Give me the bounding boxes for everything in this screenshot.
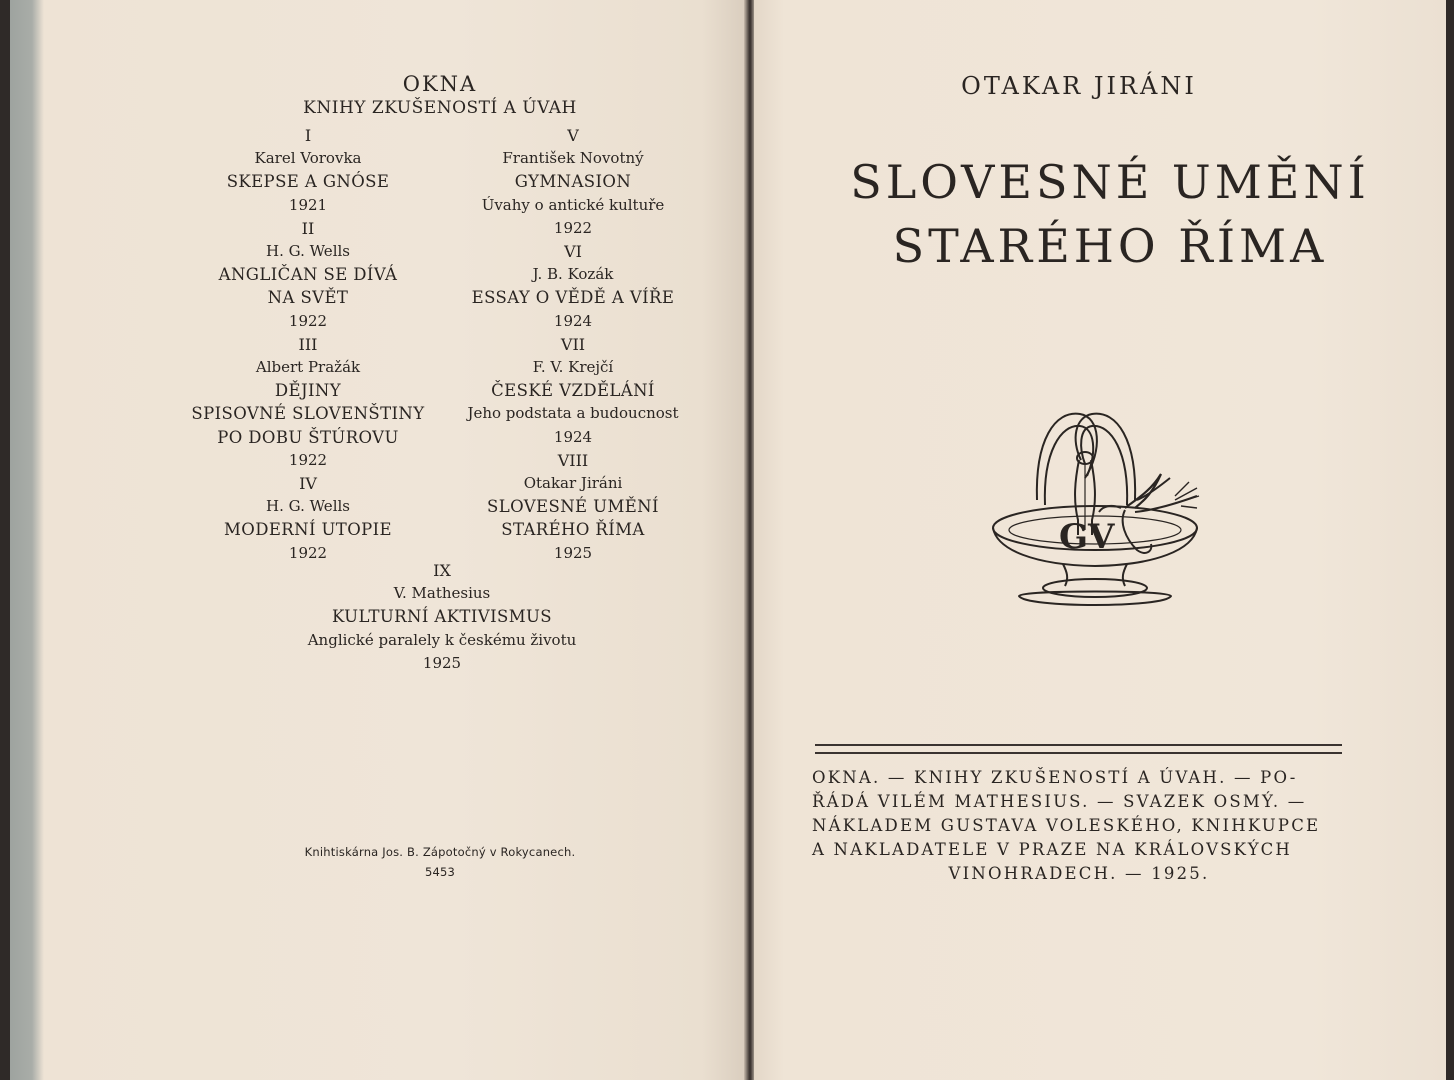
- entry-subtitle: Anglické paralely k českému životu: [307, 630, 577, 649]
- entry-number: VII: [560, 334, 586, 354]
- entry-title-line: SPISOVNÉ SLOVENŠTINY: [191, 404, 425, 424]
- series-entry-vi: [430, 240, 716, 333]
- series-entry-iv: [180, 472, 436, 565]
- series-entry-vii: [430, 333, 716, 449]
- entry-year: 1924: [553, 427, 593, 446]
- entry-number: II: [301, 218, 315, 238]
- entry-number: III: [298, 334, 318, 354]
- cover-edge-right: [1446, 0, 1454, 1080]
- entry-title-line: KULTURNÍ AKTIVISMUS: [332, 607, 552, 627]
- series-list-left-column: [180, 124, 436, 565]
- book-title-line-2: STARÉHO ŘÍMA: [892, 219, 1328, 273]
- entry-title-line: GYMNASION: [514, 172, 632, 192]
- double-rule-divider: [815, 744, 1342, 754]
- entry-year: 1922: [288, 311, 328, 330]
- entry-year: 1921: [288, 195, 328, 214]
- entry-author: Otakar Jiráni: [523, 474, 623, 493]
- entry-author: Karel Vorovka: [254, 149, 362, 168]
- entry-author: F. V. Krejčí: [532, 358, 614, 377]
- entry-number: VIII: [557, 450, 589, 470]
- book-author: OTAKAR JIRÁNI: [961, 72, 1197, 100]
- entry-number: I: [304, 126, 312, 145]
- entry-subtitle: Jeho podstata a budoucnost: [467, 404, 679, 423]
- entry-year: 1924: [553, 311, 593, 330]
- book-title: [780, 150, 1440, 278]
- entry-number: VI: [564, 242, 582, 262]
- entry-title-line: SLOVESNÉ UMĚNÍ: [487, 497, 659, 517]
- printer-colophon: [240, 842, 640, 882]
- series-entry-ii: [180, 217, 436, 333]
- imprint-line: VINOHRADECH. — 1925.: [948, 864, 1210, 883]
- entry-author: V. Mathesius: [393, 584, 491, 603]
- entry-title-line: NA SVĚT: [267, 288, 349, 308]
- entry-year: 1922: [288, 450, 328, 469]
- publisher-emblem-fountain-icon: [975, 400, 1215, 620]
- imprint-line: ŘÁDÁ VILÉM MATHESIUS. — SVAZEK OSMÝ. —: [812, 792, 1307, 811]
- entry-title-line: SKEPSE A GNÓSE: [226, 172, 390, 192]
- entry-number: V: [567, 126, 579, 145]
- series-entry-iii: [180, 333, 436, 472]
- entry-subtitle: Úvahy o antické kultuře: [481, 195, 665, 214]
- entry-title-line: DĚJINY: [274, 381, 342, 401]
- entry-year: 1925: [553, 543, 593, 562]
- entry-year: 1925: [422, 653, 462, 672]
- printer-line: Knihtiskárna Jos. B. Zápotočný v Rokycanech.: [304, 845, 576, 859]
- entry-author: Albert Pražák: [255, 358, 361, 377]
- entry-author: J. B. Kozák: [532, 265, 614, 284]
- entry-title-line: ANGLIČAN SE DÍVÁ: [218, 265, 398, 285]
- series-subtitle: KNIHY ZKUŠENOSTÍ A ÚVAH: [303, 98, 577, 118]
- entry-author: František Novotný: [502, 149, 644, 168]
- series-entry-v: [430, 124, 716, 240]
- entry-number: IX: [433, 561, 451, 580]
- imprint-line: OKNA. — KNIHY ZKUŠENOSTÍ A ÚVAH. — PO-: [812, 768, 1298, 787]
- entry-number: IV: [299, 474, 317, 494]
- series-entry-ix: [250, 559, 634, 675]
- imprint-line: NÁKLADEM GUSTAVA VOLESKÉHO, KNIHKUPCE: [812, 816, 1321, 835]
- imprint-line: A NAKLADATELE V PRAZE NA KRÁLOVSKÝCH: [812, 840, 1292, 859]
- entry-title-line: PO DOBU ŠTÚROVU: [217, 427, 399, 447]
- emblem-monogram: GV: [1059, 517, 1115, 557]
- series-title: OKNA: [402, 72, 478, 96]
- series-list-right-column: [430, 124, 716, 565]
- entry-year: 1922: [288, 543, 328, 562]
- entry-title-line: ČESKÉ VZDĚLÁNÍ: [491, 381, 655, 401]
- entry-year: 1922: [553, 218, 593, 237]
- entry-title-line: STARÉHO ŘÍMA: [501, 520, 645, 540]
- entry-author: H. G. Wells: [266, 242, 350, 261]
- entry-title-line: MODERNÍ UTOPIE: [223, 520, 393, 540]
- publisher-imprint: [812, 766, 1346, 886]
- entry-author: H. G. Wells: [266, 497, 350, 516]
- entry-title-line: ESSAY O VĚDĚ A VÍŘE: [471, 288, 675, 308]
- cover-edge-left: [0, 0, 10, 1080]
- printer-number: 5453: [424, 865, 456, 879]
- book-title-line-1: SLOVESNÉ UMĚNÍ: [850, 155, 1370, 209]
- series-entry-viii: [430, 449, 716, 565]
- series-entry-i: [180, 124, 436, 217]
